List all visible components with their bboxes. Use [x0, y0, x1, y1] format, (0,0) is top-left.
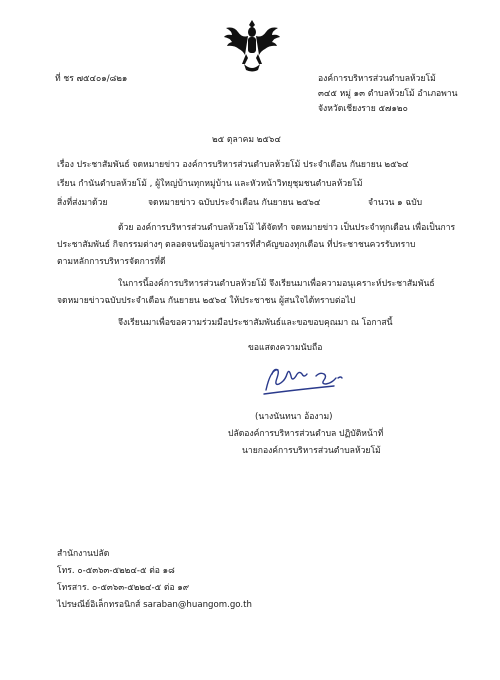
letter-date: ๒๕ ตุลาคม ๒๕๖๔	[212, 135, 281, 145]
footer-telephone: โทร. ๐-๕๓๖๓-๕๒๒๔-๕ ต่อ ๑๘	[57, 566, 175, 576]
body-paragraph2-line2: จดหมายข่าวฉบับประจำเดือน กันยายน ๒๕๖๔ ให้ประชาชน ผู้สนใจได้ทราบต่อไป	[57, 296, 356, 306]
sender-address-line2: ๓๔๕ หมู่ ๑๓ ตำบลห้วยโม้ อำเภอพาน	[318, 89, 458, 99]
body-paragraph1-line3: ตามหลักการบริหารจัดการที่ดี	[57, 257, 166, 267]
signer-name: (นางนันทนา อ้องาม)	[255, 412, 333, 422]
reference-number: ที่ ชร ๗๕๔๐๑/๘๒๑	[55, 74, 128, 84]
letter-addressee: เรียน กำนันตำบลห้วยโม้ , ผู้ใหญ่บ้านทุกหมู่บ้าน และหัวหน้าวิทยุชุมชนตำบลห้วยโม้	[57, 179, 363, 189]
footer-fax: โทรสาร. ๐-๕๓๖๓-๕๒๒๔-๕ ต่อ ๑๙	[57, 583, 190, 593]
enclosure-text: จดหมายข่าว ฉบับประจำเดือน กันยายน ๒๕๖๔	[148, 198, 321, 208]
garuda-emblem-icon	[222, 16, 282, 76]
sender-address-line1: องค์การบริหารส่วนตำบลห้วยโม้	[318, 74, 436, 84]
body-paragraph1-line2: ประชาสัมพันธ์ กิจกรรมต่างๆ ตลอดจนข้อมูลข่าวสารที่สำคัญของทุกเดือน ที่ประชาชนควรรับทราบ	[57, 240, 416, 250]
footer-email: ไปรษณีย์อิเล็กทรอนิกส์ saraban@huangom.go.th	[57, 600, 252, 610]
signer-title-line1: ปลัดองค์การบริหารส่วนตำบล ปฏิบัติหน้าที่	[228, 429, 384, 439]
body-paragraph1-line1: ด้วย องค์การบริหารส่วนตำบลห้วยโม้ ได้จัดทำ จดหมายข่าว เป็นประจำทุกเดือน เพื่อเป็นการ	[118, 223, 456, 233]
footer-office: สำนักงานปลัด	[57, 549, 110, 559]
body-paragraph3: จึงเรียนมาเพื่อขอความร่วมมือประชาสัมพันธ์และขอขอบคุณมา ณ โอกาสนี้	[118, 318, 393, 328]
letter-subject: เรื่อง ประชาสัมพันธ์ จดหมายข่าว องค์การบริหารส่วนตำบลห้วยโม้ ประจำเดือน กันยายน ๒๕๖๔	[57, 160, 409, 170]
enclosure-quantity: จำนวน ๑ ฉบับ	[368, 198, 423, 208]
enclosure-label: สิ่งที่ส่งมาด้วย	[57, 198, 108, 208]
sender-address-line3: จังหวัดเชียงราย ๕๗๑๒๐	[318, 104, 408, 114]
body-paragraph2-line1: ในการนี้องค์การบริหารส่วนตำบลห้วยโม้ จึงเรียนมาเพื่อความอนุเคราะห์ประชาสัมพันธ์	[118, 279, 435, 289]
closing-phrase: ขอแสดงความนับถือ	[248, 343, 323, 353]
signer-title-line2: นายกองค์การบริหารส่วนตำบลห้วยโม้	[242, 446, 381, 456]
signature-icon	[258, 360, 348, 400]
